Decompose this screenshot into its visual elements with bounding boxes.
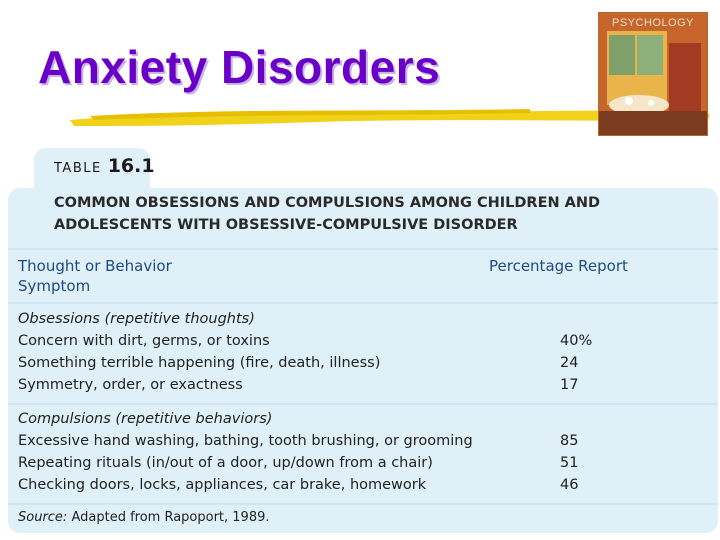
row-value: 46 bbox=[560, 477, 579, 493]
table-row bbox=[18, 333, 618, 355]
source-label: Source: bbox=[18, 510, 68, 525]
table-row bbox=[18, 377, 618, 399]
footer-divider bbox=[8, 503, 718, 505]
section-title-compulsions: Compulsions (repetitive behaviors) bbox=[18, 411, 273, 427]
row-label: Repeating rituals (in/out of a door, up/down from a chair) bbox=[18, 455, 433, 471]
row-label: Excessive hand washing, bathing, tooth brushing, or grooming bbox=[18, 433, 473, 449]
table-source-note bbox=[18, 510, 270, 525]
column-header-symptom-line-2: Symptom bbox=[18, 277, 91, 295]
table-number: 16.1 bbox=[107, 155, 155, 177]
header-divider-bottom bbox=[8, 302, 718, 304]
book-title: PSYCHOLOGY bbox=[611, 17, 695, 29]
column-header-symptom bbox=[18, 256, 172, 296]
column-header-percentage: Percentage Report bbox=[489, 257, 628, 275]
row-value: 17 bbox=[560, 377, 579, 393]
book-cover-painting bbox=[599, 13, 707, 135]
table-row bbox=[18, 477, 618, 499]
table-row bbox=[18, 455, 618, 477]
column-header-symptom-line-1: Thought or Behavior bbox=[18, 257, 172, 275]
row-label: Something terrible happening (fire, death, illness) bbox=[18, 355, 381, 371]
table-word: TABLE bbox=[54, 161, 102, 176]
row-label: Concern with dirt, germs, or toxins bbox=[18, 333, 270, 349]
row-value: 40% bbox=[560, 333, 593, 349]
table-row bbox=[18, 355, 618, 377]
slide-title: Anxiety Disorders bbox=[38, 41, 441, 93]
table-row bbox=[18, 433, 618, 455]
row-value: 85 bbox=[560, 433, 579, 449]
book-cover-image bbox=[598, 12, 708, 136]
row-value: 24 bbox=[560, 355, 579, 371]
header-divider-top bbox=[8, 248, 718, 250]
section-title-obsessions: Obsessions (repetitive thoughts) bbox=[18, 311, 255, 327]
row-value: 51 bbox=[560, 455, 579, 471]
caption-line-2: ADOLESCENTS WITH OBSESSIVE-COMPULSIVE DISORDER bbox=[54, 217, 518, 233]
row-label: Checking doors, locks, appliances, car brake, homework bbox=[18, 477, 427, 493]
row-label: Symmetry, order, or exactness bbox=[18, 377, 243, 393]
source-text: Adapted from Rapoport, 1989. bbox=[67, 510, 270, 525]
caption-line-1: COMMON OBSESSIONS AND COMPULSIONS AMONG CHILDREN AND bbox=[54, 195, 601, 211]
table-number-label bbox=[54, 155, 155, 177]
table-caption bbox=[54, 192, 654, 236]
section-divider bbox=[8, 403, 718, 405]
